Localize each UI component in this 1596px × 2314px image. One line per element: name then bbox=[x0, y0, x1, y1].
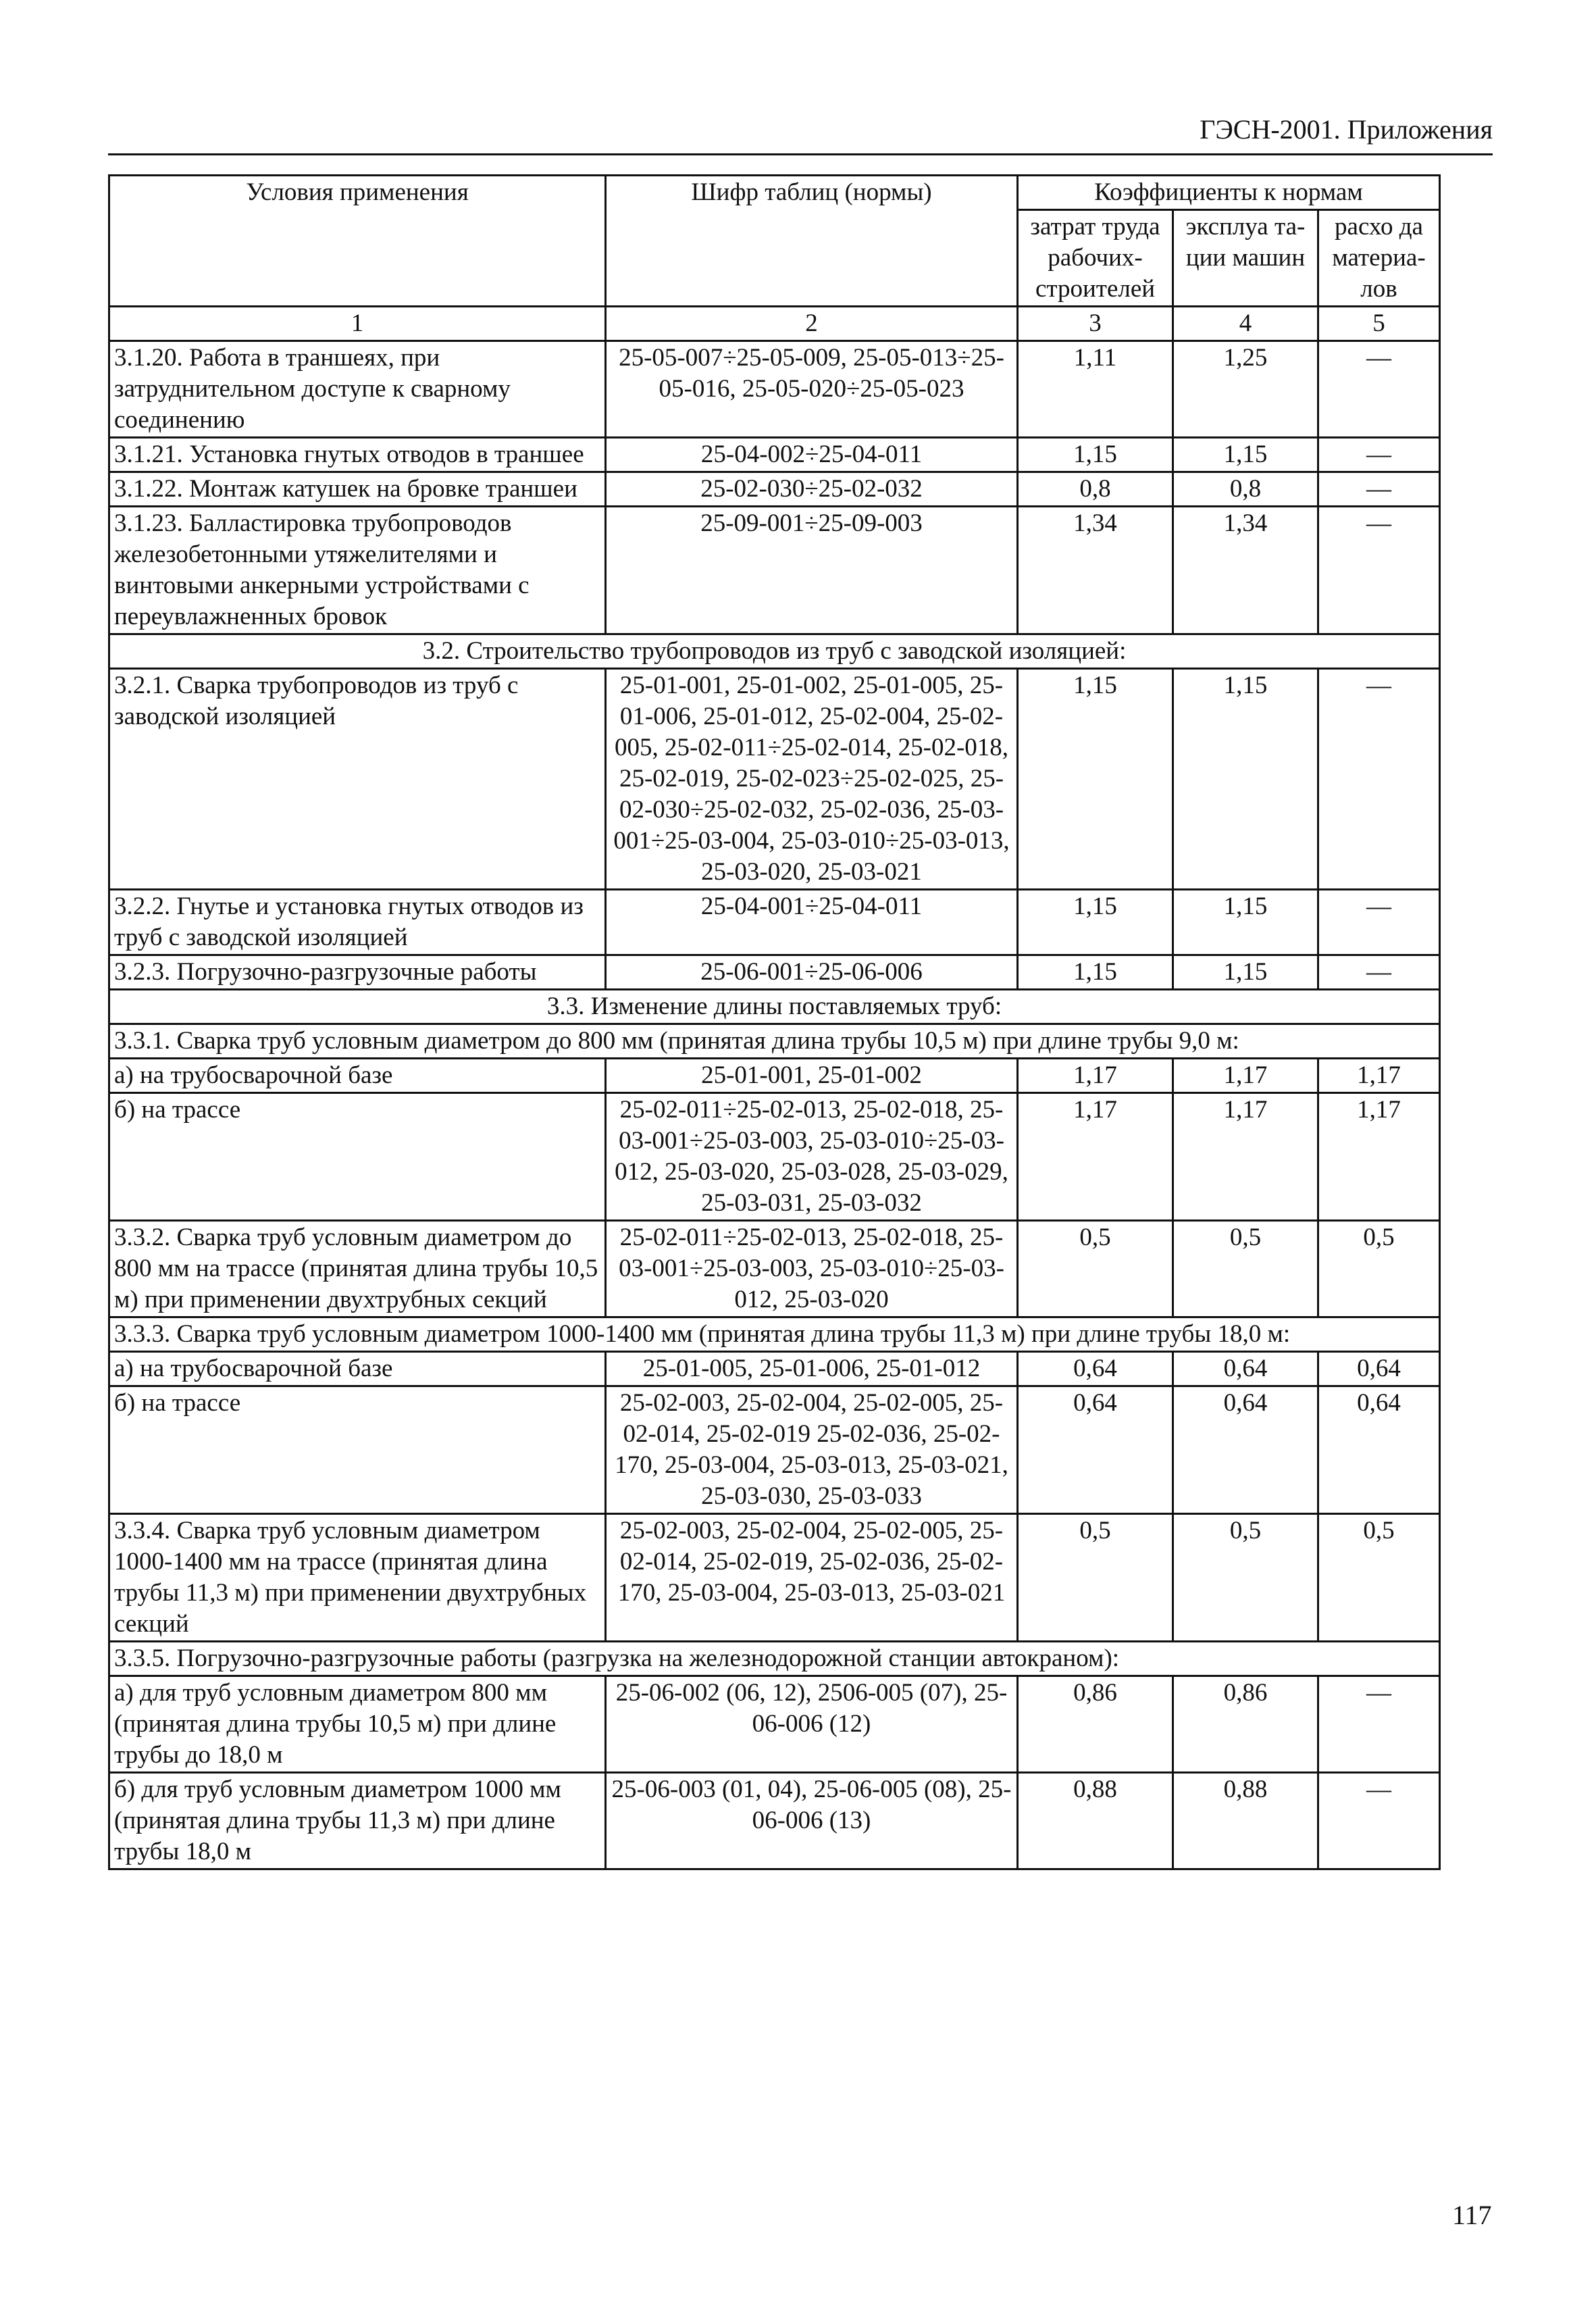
materials-cell: — bbox=[1318, 890, 1440, 955]
section-heading: 3.3. Изменение длины поставляемых труб: bbox=[109, 990, 1440, 1024]
code-cell: 25-01-005, 25-01-006, 25-01-012 bbox=[606, 1352, 1018, 1386]
section-heading: 3.3.5. Погрузочно-разгрузочные работы (разгрузка на железнодорожной станции автокраном): bbox=[109, 1642, 1440, 1676]
section-heading: 3.2. Строительство трубопроводов из труб с заводской изоляцией: bbox=[109, 634, 1440, 669]
condition-cell: 3.3.4. Сварка труб условным диаметром 1000-1400 мм на трассе (принятая длина трубы 11,3 м) при применении двухтрубных секций bbox=[109, 1514, 606, 1642]
table-row bbox=[109, 507, 1440, 634]
condition-cell: 3.1.22. Монтаж катушек на бровке траншеи bbox=[109, 472, 606, 507]
table-row bbox=[109, 1386, 1440, 1514]
header-title: ГЭСН-2001. Приложения bbox=[1200, 114, 1493, 145]
code-cell: 25-02-030÷25-02-032 bbox=[606, 472, 1018, 507]
labor-cell: 0,5 bbox=[1018, 1514, 1173, 1642]
subsection-heading-row bbox=[109, 1317, 1440, 1352]
subsection-heading-row bbox=[109, 1024, 1440, 1059]
condition-cell: 3.2.1. Сварка трубопроводов из труб с заводской изоляцией bbox=[109, 669, 606, 890]
materials-cell: — bbox=[1318, 955, 1440, 990]
machines-cell: 1,15 bbox=[1173, 890, 1318, 955]
labor-cell: 1,15 bbox=[1018, 955, 1173, 990]
code-cell: 25-01-001, 25-01-002 bbox=[606, 1059, 1018, 1093]
machines-cell: 1,15 bbox=[1173, 669, 1318, 890]
column-number: 5 bbox=[1318, 307, 1440, 341]
table-row bbox=[109, 890, 1440, 955]
column-number: 4 bbox=[1173, 307, 1318, 341]
machines-cell: 1,17 bbox=[1173, 1059, 1318, 1093]
table-row bbox=[109, 955, 1440, 990]
header-code: Шифр таблиц (нормы) bbox=[606, 176, 1018, 307]
machines-cell: 1,15 bbox=[1173, 955, 1318, 990]
column-numbers-row bbox=[109, 307, 1440, 341]
labor-cell: 0,88 bbox=[1018, 1773, 1173, 1869]
code-cell: 25-02-003, 25-02-004, 25-02-005, 25-02-014, 25-02-019, 25-02-036, 25-02-170, 25-03-004, 25-03-013, 25-03-021 bbox=[606, 1514, 1018, 1642]
subsection-heading-row bbox=[109, 1642, 1440, 1676]
code-cell: 25-01-001, 25-01-002, 25-01-005, 25-01-006, 25-01-012, 25-02-004, 25-02-005, 25-02-011÷25-02-014, 25-02-018, 25-02-019, 25-02-023÷25-02-025, 25-02-030÷25-02-032, 25-02-036, 25-03-001÷25-03-004, 25-03-010÷25-03-013, 25-03-020, 25-03-021 bbox=[606, 669, 1018, 890]
code-cell: 25-04-002÷25-04-011 bbox=[606, 438, 1018, 472]
materials-cell: 1,17 bbox=[1318, 1059, 1440, 1093]
table-body bbox=[109, 341, 1440, 1869]
condition-cell: 3.1.20. Работа в траншеях, при затруднительном доступе к сварному соединению bbox=[109, 341, 606, 438]
labor-cell: 1,17 bbox=[1018, 1059, 1173, 1093]
code-cell: 25-04-001÷25-04-011 bbox=[606, 890, 1018, 955]
code-cell: 25-02-003, 25-02-004, 25-02-005, 25-02-014, 25-02-019 25-02-036, 25-02-170, 25-03-004, 25-03-013, 25-03-021, 25-03-030, 25-03-033 bbox=[606, 1386, 1018, 1514]
materials-cell: 0,64 bbox=[1318, 1386, 1440, 1514]
section-heading-row bbox=[109, 634, 1440, 669]
code-cell: 25-02-011÷25-02-013, 25-02-018, 25-03-001÷25-03-003, 25-03-010÷25-03-012, 25-03-020, 25-03-028, 25-03-029, 25-03-031, 25-03-032 bbox=[606, 1093, 1018, 1221]
machines-cell: 0,64 bbox=[1173, 1352, 1318, 1386]
column-number: 2 bbox=[606, 307, 1018, 341]
header-coefficients: Коэффициенты к нормам bbox=[1018, 176, 1440, 210]
machines-cell: 1,17 bbox=[1173, 1093, 1318, 1221]
table-row bbox=[109, 1059, 1440, 1093]
header-conditions: Условия применения bbox=[109, 176, 606, 307]
code-cell: 25-05-007÷25-05-009, 25-05-013÷25-05-016, 25-05-020÷25-05-023 bbox=[606, 341, 1018, 438]
labor-cell: 0,8 bbox=[1018, 472, 1173, 507]
materials-cell: — bbox=[1318, 1676, 1440, 1773]
labor-cell: 1,15 bbox=[1018, 669, 1173, 890]
labor-cell: 1,34 bbox=[1018, 507, 1173, 634]
machines-cell: 0,5 bbox=[1173, 1221, 1318, 1317]
page-number: 117 bbox=[1452, 2200, 1492, 2230]
header-labor: затрат труда рабочих-строителей bbox=[1018, 210, 1173, 307]
machines-cell: 0,88 bbox=[1173, 1773, 1318, 1869]
section-heading: 3.3.1. Сварка труб условным диаметром до 800 мм (принятая длина трубы 10,5 м) при длине трубы 9,0 м: bbox=[109, 1024, 1440, 1059]
materials-cell: — bbox=[1318, 507, 1440, 634]
table-row bbox=[109, 1676, 1440, 1773]
condition-cell: 3.3.2. Сварка труб условным диаметром до 800 мм на трассе (принятая длина трубы 10,5 м) при применении двухтрубных секций bbox=[109, 1221, 606, 1317]
materials-cell: 1,17 bbox=[1318, 1093, 1440, 1221]
machines-cell: 0,5 bbox=[1173, 1514, 1318, 1642]
column-number: 3 bbox=[1018, 307, 1173, 341]
page-header bbox=[108, 111, 1493, 155]
condition-cell: б) для труб условным диаметром 1000 мм (принятая длина трубы 11,3 м) при длине трубы 18,0 м bbox=[109, 1773, 606, 1869]
condition-cell: а) на трубосварочной базе bbox=[109, 1059, 606, 1093]
code-cell: 25-09-001÷25-09-003 bbox=[606, 507, 1018, 634]
materials-cell: 0,64 bbox=[1318, 1352, 1440, 1386]
condition-cell: 3.1.21. Установка гнутых отводов в траншее bbox=[109, 438, 606, 472]
machines-cell: 1,34 bbox=[1173, 507, 1318, 634]
materials-cell: — bbox=[1318, 341, 1440, 438]
materials-cell: — bbox=[1318, 1773, 1440, 1869]
materials-cell: — bbox=[1318, 669, 1440, 890]
labor-cell: 1,15 bbox=[1018, 438, 1173, 472]
code-cell: 25-02-011÷25-02-013, 25-02-018, 25-03-001÷25-03-003, 25-03-010÷25-03-012, 25-03-020 bbox=[606, 1221, 1018, 1317]
table-row bbox=[109, 1773, 1440, 1869]
table-row bbox=[109, 472, 1440, 507]
coefficients-table bbox=[108, 174, 1441, 1870]
machines-cell: 1,25 bbox=[1173, 341, 1318, 438]
machines-cell: 1,15 bbox=[1173, 438, 1318, 472]
table-row bbox=[109, 438, 1440, 472]
labor-cell: 0,64 bbox=[1018, 1352, 1173, 1386]
labor-cell: 1,15 bbox=[1018, 890, 1173, 955]
condition-cell: 3.1.23. Балластировка трубопроводов железобетонными утяжелителями и винтовыми анкерными устройствами с переувлажненных бровок bbox=[109, 507, 606, 634]
code-cell: 25-06-002 (06, 12), 2506-005 (07), 25-06-006 (12) bbox=[606, 1676, 1018, 1773]
machines-cell: 0,8 bbox=[1173, 472, 1318, 507]
table-row bbox=[109, 1221, 1440, 1317]
labor-cell: 0,86 bbox=[1018, 1676, 1173, 1773]
materials-cell: 0,5 bbox=[1318, 1514, 1440, 1642]
table-row bbox=[109, 1352, 1440, 1386]
labor-cell: 1,11 bbox=[1018, 341, 1173, 438]
labor-cell: 1,17 bbox=[1018, 1093, 1173, 1221]
labor-cell: 0,5 bbox=[1018, 1221, 1173, 1317]
condition-cell: б) на трассе bbox=[109, 1093, 606, 1221]
column-number: 1 bbox=[109, 307, 606, 341]
materials-cell: 0,5 bbox=[1318, 1221, 1440, 1317]
condition-cell: а) для труб условным диаметром 800 мм (принятая длина трубы 10,5 м) при длине трубы до 18,0 м bbox=[109, 1676, 606, 1773]
header-machines: эксплуа та-ции машин bbox=[1173, 210, 1318, 307]
materials-cell: — bbox=[1318, 472, 1440, 507]
header-materials: расхо да материа-лов bbox=[1318, 210, 1440, 307]
code-cell: 25-06-001÷25-06-006 bbox=[606, 955, 1018, 990]
machines-cell: 0,86 bbox=[1173, 1676, 1318, 1773]
table-row bbox=[109, 1093, 1440, 1221]
labor-cell: 0,64 bbox=[1018, 1386, 1173, 1514]
table-row bbox=[109, 669, 1440, 890]
section-heading: 3.3.3. Сварка труб условным диаметром 1000-1400 мм (принятая длина трубы 11,3 м) при длине трубы 18,0 м: bbox=[109, 1317, 1440, 1352]
materials-cell: — bbox=[1318, 438, 1440, 472]
machines-cell: 0,64 bbox=[1173, 1386, 1318, 1514]
condition-cell: а) на трубосварочной базе bbox=[109, 1352, 606, 1386]
condition-cell: 3.2.3. Погрузочно-разгрузочные работы bbox=[109, 955, 606, 990]
condition-cell: б) на трассе bbox=[109, 1386, 606, 1514]
table-row bbox=[109, 341, 1440, 438]
table-row bbox=[109, 1514, 1440, 1642]
condition-cell: 3.2.2. Гнутье и установка гнутых отводов из труб с заводской изоляцией bbox=[109, 890, 606, 955]
section-heading-row bbox=[109, 990, 1440, 1024]
table-header-row bbox=[109, 176, 1440, 210]
code-cell: 25-06-003 (01, 04), 25-06-005 (08), 25-06-006 (13) bbox=[606, 1773, 1018, 1869]
